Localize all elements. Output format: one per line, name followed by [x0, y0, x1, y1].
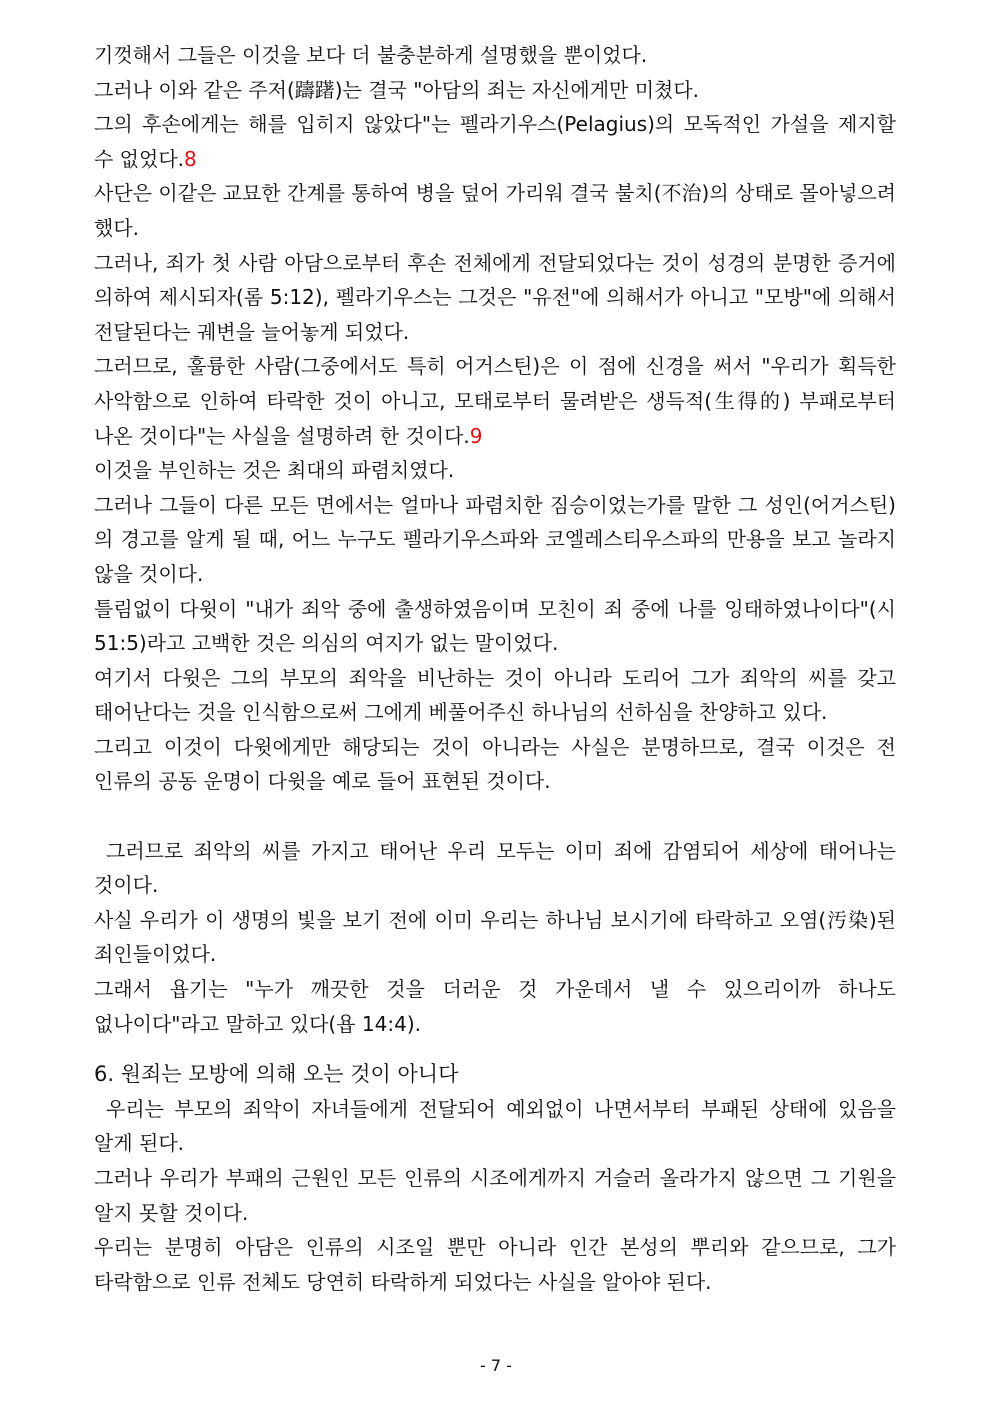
- section-heading: 6. 원죄는 모방에 의해 오는 것이 아니다: [94, 1062, 459, 1087]
- paragraph: 그러므로 죄악의 씨를 가지고 태어난 우리 모두는 이미 죄에 감염되어 세상에 태어나는 것이다.: [94, 838, 896, 898]
- paragraph: 그의 후손에게는 해를 입히지 않았다"는 펠라기우스(Pelagius)의 모독적인 가설을 제지할 수 없었다.8: [94, 112, 896, 171]
- paragraph: 여기서 다윗은 그의 부모의 죄악을 비난하는 것이 아니라 도리어 그가 죄악의 씨를 갖고 태어난다는 것을 인식함으로써 그에게 베풀어주신 하나님의 선하심을 찬양하고 있다.: [94, 665, 896, 725]
- paragraph-spacer: [94, 799, 896, 834]
- paragraph: 틀림없이 다윗이 "내가 죄악 중에 출생하였음이며 모친이 죄 중에 나를 잉태하였나이다"(시 51:5)라고 고백한 것은 의심의 여지가 없는 말이었다.: [94, 596, 896, 656]
- paragraph: 그래서 욥기는 "누가 깨끗한 것을 더러운 것 가운데서 낼 수 있으리이까 하나도 없나이다"라고 말하고 있다(욥 14:4).: [94, 977, 896, 1036]
- paragraph: 사실 우리가 이 생명의 빛을 보기 전에 이미 우리는 하나님 보시기에 타락하고 오염(汚染)된 죄인들이었다.: [94, 907, 896, 967]
- paragraph: 그러나 우리가 부패의 근원인 모든 인류의 시조에게까지 거슬러 올라가지 않으면 그 기원을 알지 못할 것이다.: [94, 1166, 896, 1225]
- paragraph: 우리는 부모의 죄악이 자녀들에게 전달되어 예외없이 나면서부터 부패된 상태에 있음을 알게 된다.: [94, 1096, 896, 1156]
- paragraph: 그러나 그들이 다른 모든 면에서는 얼마나 파렴치한 짐승이었는가를 말한 그 성인(어거스틴)의 경고를 알게 될 때, 어느 누구도 펠라기우스파와 코엘레스티우스파의 만용을 보고 놀라지 않을 것이다.: [94, 492, 896, 586]
- section-spacer: [94, 1041, 896, 1057]
- document-body: [94, 38, 896, 1299]
- paragraph: 그리고 이것이 다윗에게만 해당되는 것이 아니라는 사실은 분명하므로, 결국 이것은 전 인류의 공동 운명이 다윗을 예로 들어 표현된 것이다.: [94, 734, 896, 794]
- paragraph: 우리는 분명히 아담은 인류의 시조일 뿐만 아니라 인간 본성의 뿌리와 같으므로, 그가 타락함으로 인류 전체도 당연히 타락하게 되었다는 사실을 알아야 된다.: [94, 1235, 896, 1294]
- paragraph: 이것을 부인하는 것은 최대의 파렴치였다.: [94, 458, 455, 483]
- footnote-marker: 8: [184, 146, 197, 171]
- paragraph: 그러므로, 훌륭한 사람(그중에서도 특히 어거스틴)은 이 점에 신경을 써서 "우리가 획득한 사악함으로 인하여 타락한 것이 아니고, 모태로부터 물려받은 생득적(生得的) 부패로부터 나온 것이다"는 사실을 설명하려 한 것이다.9: [94, 354, 896, 448]
- paragraph: 사단은 이같은 교묘한 간계를 통하여 병을 덮어 가리워 결국 불치(不治)의 상태로 몰아넣으려 했다.: [94, 181, 896, 240]
- paragraph: 그러나, 죄가 첫 사람 아담으로부터 후손 전체에게 전달되었다는 것이 성경의 분명한 증거에 의하여 제시되자(롬 5:12), 펠라기우스는 그것은 "유전"에 의해서가 아니고 "모방"에 의해서 전달된다는 궤변을 늘어놓게 되었다.: [94, 250, 896, 344]
- paragraph: 그러나 이와 같은 주저(躊躇)는 결국 "아담의 죄는 자신에게만 미쳤다.: [94, 77, 700, 102]
- footnote-marker: 9: [469, 423, 483, 448]
- paragraph: 기껏해서 그들은 이것을 보다 더 불충분하게 설명했을 뿐이었다.: [94, 43, 648, 67]
- page-number: - 7 -: [480, 1356, 512, 1375]
